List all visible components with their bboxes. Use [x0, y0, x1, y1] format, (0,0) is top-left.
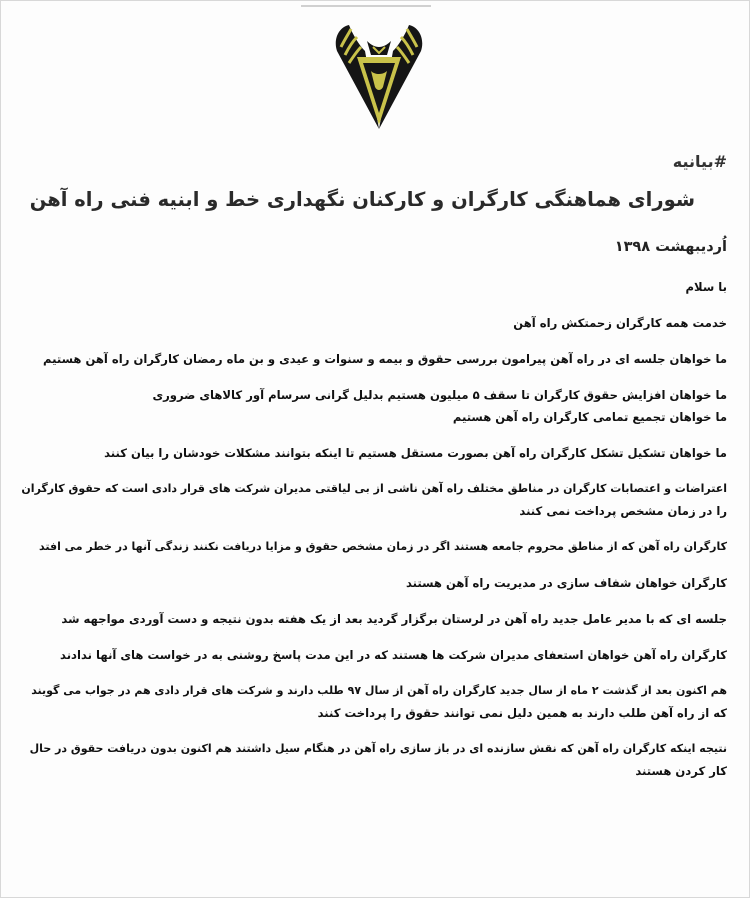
unpaid-wages-line-2: که از راه آهن طلب دارند به همین دلیل نمی توانند حقوق را پرداخت کنند — [317, 706, 727, 720]
hashtag-label: #بیانیه — [672, 152, 727, 171]
resignation-line: کارگران راه آهن خواهان استعفای مدیران شرکت ها هستند که در این مدت پاسخ روشنی به در خواست های آنها ندادند — [60, 648, 727, 662]
ceo-meeting-line: جلسه ای که با مدیر عامل جدید راه آهن در لرستان برگزار گردید بعد از یک هفته بدون نتیجه و دست آوردی مواجهه شد — [61, 612, 727, 626]
demand-independent-union: ما خواهان تشکیل تشکل کارگران راه آهن بصورت مستقل هستیم تا اینکه بتوانند مشکلات خودشان را بیان کنند — [104, 446, 727, 460]
unpaid-wages-line-1: هم اکنون بعد از گذشت ۲ ماه از سال جدید کارگران راه آهن از سال ۹۷ طلب دارند و شرکت های قرار دادی هم در جواب می گویند — [31, 684, 727, 697]
conclusion-line-1: نتیجه اینکه کارگران راه آهن که نقش سازنده ای در باز سازی راه آهن در هنگام سیل داشتند هم اکنون بدون دریافت حقوق در حال — [29, 742, 727, 755]
statement-body — [21, 151, 727, 782]
deprived-regions-line: کارگران راه آهن که از مناطق محروم جامعه هستند اگر در زمان مشخص حقوق و مزایا دریافت نکنند زندگی آنها در خطر می افتد — [39, 540, 727, 553]
statement-date: اُردیبهشت ۱۳۹۸ — [614, 239, 727, 255]
greeting-line: با سلام — [685, 280, 727, 294]
protests-line-2: را در زمان مشخص پرداخت نمی کنند — [519, 504, 727, 518]
conclusion-line-2: کار کردن هستند — [635, 764, 727, 778]
winged-emblem-icon — [329, 17, 429, 135]
statement-title: شورای هماهنگی کارگران و کارکنان نگهداری خط و ابنیه فنی راه آهن — [29, 188, 695, 211]
top-edge-divider — [301, 5, 431, 7]
demand-meeting: ما خواهان جلسه ای در راه آهن پیرامون بررسی حقوق و بیمه و سنوات و عیدی و بن ماه رمضان کارگران راه آهن هستیم — [43, 352, 727, 366]
demand-consolidation: ما خواهان تجمیع تمامی کارگران راه آهن هستیم — [452, 410, 727, 424]
protests-line-1: اعتراضات و اعتصابات کارگران در مناطق مختلف راه آهن ناشی از بی لیاقتی مدیران شرکت های قرار دادی است که حقوق کارگران — [21, 482, 727, 495]
demand-wage-increase: ما خواهان افزایش حقوق کارگران تا سقف ۵ میلیون هستیم بدلیل گرانی سرسام آور کالاهای ضروری — [152, 388, 727, 402]
transparency-line: کارگران خواهان شفاف سازی در مدیریت راه آهن هستند — [405, 576, 727, 590]
addressee-line: خدمت همه کارگران زحمتکش راه آهن — [513, 316, 727, 330]
